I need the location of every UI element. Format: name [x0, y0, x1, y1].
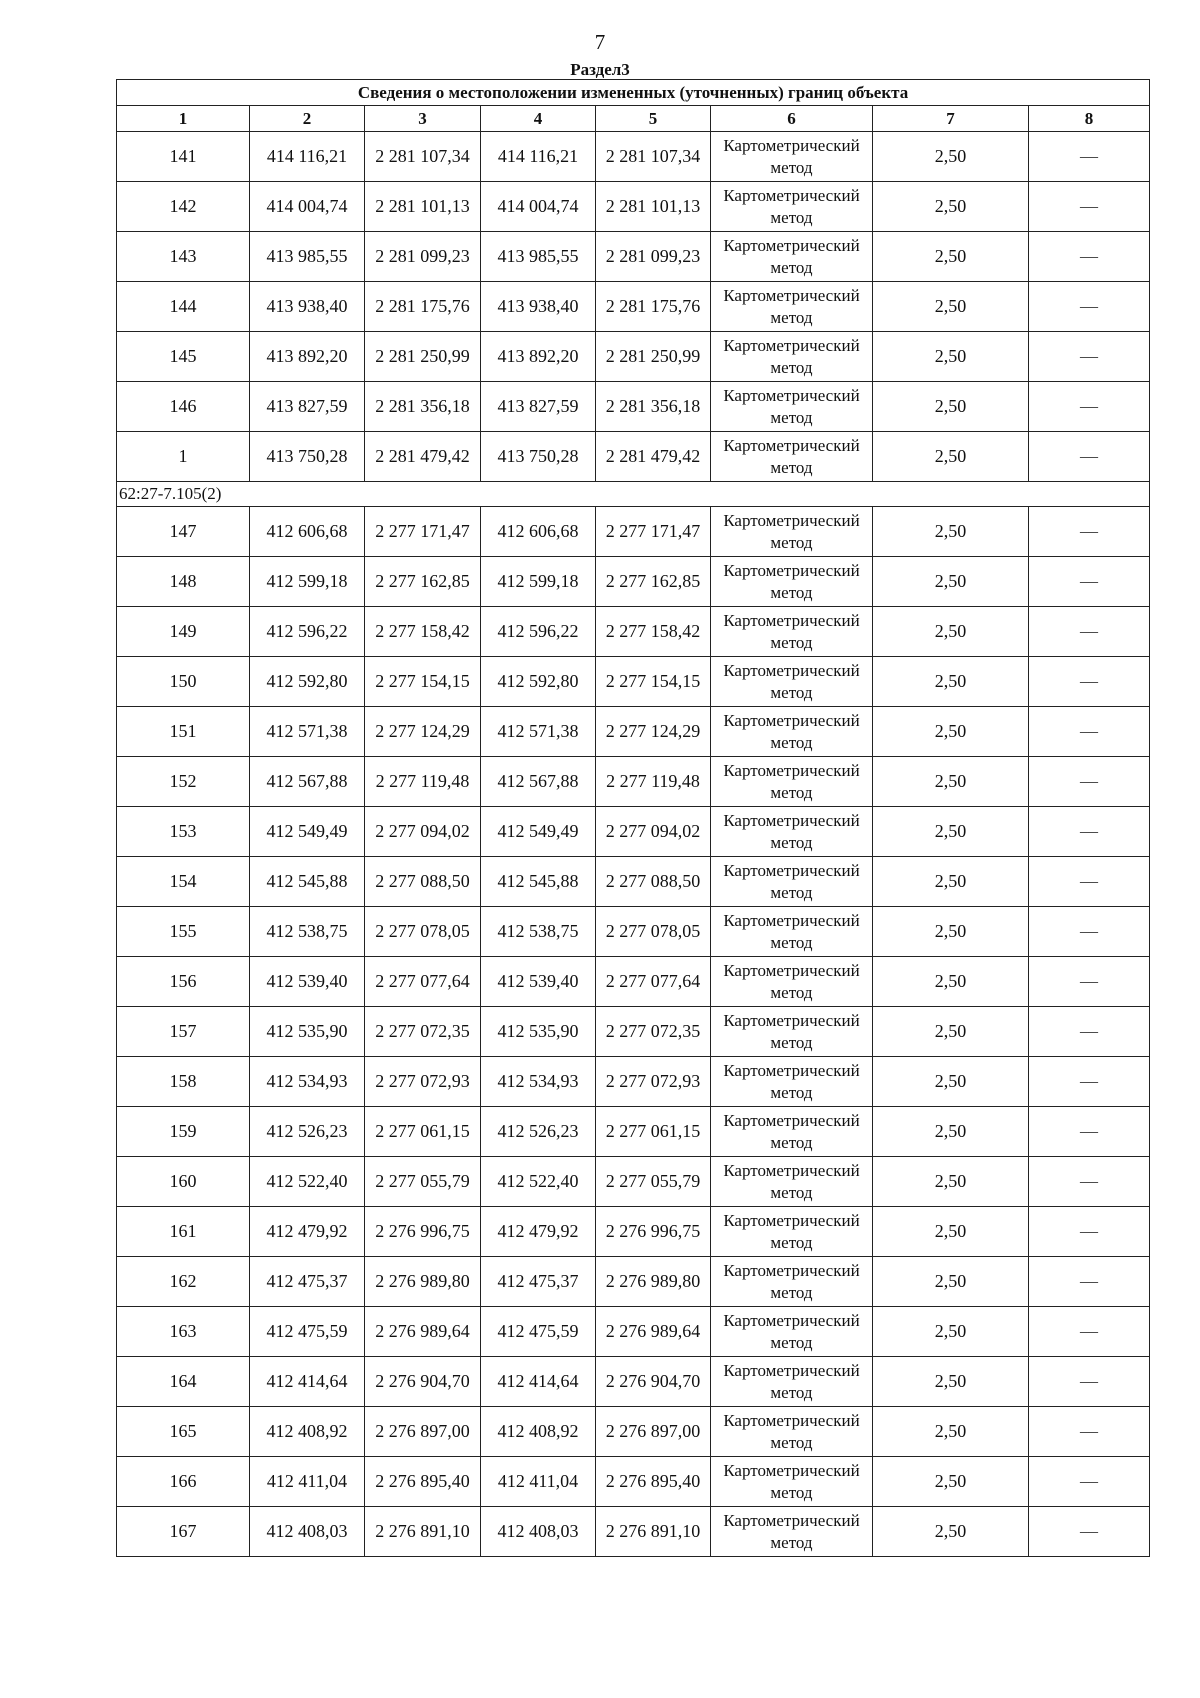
- x-coordinate-cell: 412 475,59: [250, 1307, 365, 1357]
- point-number-cell: 145: [117, 332, 250, 382]
- y-coordinate-cell: 2 277 154,15: [596, 657, 711, 707]
- table-row: [117, 807, 1150, 857]
- y-coordinate-cell: 2 281 099,23: [365, 232, 481, 282]
- point-number-cell: 146: [117, 382, 250, 432]
- y-coordinate-cell: 2 277 162,85: [596, 557, 711, 607]
- point-number-cell: 147: [117, 507, 250, 557]
- description-cell: —: [1029, 1107, 1150, 1157]
- x-coordinate-cell: 412 549,49: [250, 807, 365, 857]
- x-coordinate-cell: 412 522,40: [481, 1157, 596, 1207]
- accuracy-cell: 2,50: [873, 1257, 1029, 1307]
- table-row: [117, 1407, 1150, 1457]
- table-row: [117, 607, 1150, 657]
- point-number-cell: 151: [117, 707, 250, 757]
- y-coordinate-cell: 2 281 356,18: [596, 382, 711, 432]
- x-coordinate-cell: 412 408,03: [250, 1507, 365, 1557]
- method-cell: Картометрический метод: [711, 1307, 873, 1357]
- accuracy-cell: 2,50: [873, 1157, 1029, 1207]
- table-row: [117, 657, 1150, 707]
- accuracy-cell: 2,50: [873, 1407, 1029, 1457]
- method-cell: Картометрический метод: [711, 607, 873, 657]
- y-coordinate-cell: 2 277 072,93: [365, 1057, 481, 1107]
- group-label: 62:27-7.105(2): [117, 482, 1150, 507]
- description-cell: —: [1029, 857, 1150, 907]
- table-row: [117, 1007, 1150, 1057]
- column-number: 6: [711, 106, 873, 132]
- method-cell: Картометрический метод: [711, 1507, 873, 1557]
- x-coordinate-cell: 412 596,22: [250, 607, 365, 657]
- y-coordinate-cell: 2 277 158,42: [365, 607, 481, 657]
- method-cell: Картометрический метод: [711, 432, 873, 482]
- coordinates-table: [116, 79, 1150, 1557]
- column-number: 7: [873, 106, 1029, 132]
- table-row: [117, 507, 1150, 557]
- x-coordinate-cell: 412 545,88: [481, 857, 596, 907]
- description-cell: —: [1029, 557, 1150, 607]
- description-cell: —: [1029, 757, 1150, 807]
- description-cell: —: [1029, 1307, 1150, 1357]
- description-cell: —: [1029, 232, 1150, 282]
- point-number-cell: 160: [117, 1157, 250, 1207]
- point-number-cell: 166: [117, 1457, 250, 1507]
- accuracy-cell: 2,50: [873, 332, 1029, 382]
- x-coordinate-cell: 412 599,18: [250, 557, 365, 607]
- y-coordinate-cell: 2 281 479,42: [365, 432, 481, 482]
- page-number: 7: [594, 30, 606, 54]
- table-row: [117, 1257, 1150, 1307]
- y-coordinate-cell: 2 277 055,79: [596, 1157, 711, 1207]
- y-coordinate-cell: 2 277 078,05: [596, 907, 711, 957]
- description-cell: —: [1029, 1407, 1150, 1457]
- x-coordinate-cell: 413 985,55: [481, 232, 596, 282]
- x-coordinate-cell: 413 827,59: [481, 382, 596, 432]
- x-coordinate-cell: 413 750,28: [250, 432, 365, 482]
- description-cell: —: [1029, 657, 1150, 707]
- group-row: [117, 482, 1150, 507]
- section-title: Раздел3: [570, 60, 630, 79]
- x-coordinate-cell: 413 750,28: [481, 432, 596, 482]
- y-coordinate-cell: 2 277 171,47: [365, 507, 481, 557]
- description-cell: —: [1029, 907, 1150, 957]
- y-coordinate-cell: 2 277 162,85: [365, 557, 481, 607]
- point-number-cell: 144: [117, 282, 250, 332]
- point-number-cell: 162: [117, 1257, 250, 1307]
- accuracy-cell: 2,50: [873, 1357, 1029, 1407]
- method-cell: Картометрический метод: [711, 907, 873, 957]
- point-number-cell: 148: [117, 557, 250, 607]
- table-body: [117, 132, 1150, 1557]
- point-number-cell: 156: [117, 957, 250, 1007]
- method-cell: Картометрический метод: [711, 232, 873, 282]
- x-coordinate-cell: 414 004,74: [250, 182, 365, 232]
- y-coordinate-cell: 2 281 175,76: [596, 282, 711, 332]
- description-cell: —: [1029, 182, 1150, 232]
- description-cell: —: [1029, 1207, 1150, 1257]
- column-number-row: [117, 106, 1150, 132]
- x-coordinate-cell: 412 526,23: [481, 1107, 596, 1157]
- y-coordinate-cell: 2 281 250,99: [365, 332, 481, 382]
- method-cell: Картометрический метод: [711, 707, 873, 757]
- y-coordinate-cell: 2 276 897,00: [365, 1407, 481, 1457]
- table-row: [117, 1157, 1150, 1207]
- x-coordinate-cell: 412 408,03: [481, 1507, 596, 1557]
- x-coordinate-cell: 412 414,64: [250, 1357, 365, 1407]
- y-coordinate-cell: 2 277 171,47: [596, 507, 711, 557]
- point-number-cell: 154: [117, 857, 250, 907]
- accuracy-cell: 2,50: [873, 132, 1029, 182]
- method-cell: Картометрический метод: [711, 132, 873, 182]
- table-caption: Сведения о местоположении измененных (уточненных) границ объекта: [117, 80, 1150, 106]
- method-cell: Картометрический метод: [711, 382, 873, 432]
- x-coordinate-cell: 414 116,21: [481, 132, 596, 182]
- y-coordinate-cell: 2 276 989,80: [365, 1257, 481, 1307]
- accuracy-cell: 2,50: [873, 1107, 1029, 1157]
- accuracy-cell: 2,50: [873, 1307, 1029, 1357]
- x-coordinate-cell: 412 475,37: [250, 1257, 365, 1307]
- x-coordinate-cell: 412 522,40: [250, 1157, 365, 1207]
- point-number-cell: 161: [117, 1207, 250, 1257]
- x-coordinate-cell: 413 827,59: [250, 382, 365, 432]
- y-coordinate-cell: 2 277 124,29: [365, 707, 481, 757]
- x-coordinate-cell: 413 985,55: [250, 232, 365, 282]
- y-coordinate-cell: 2 281 479,42: [596, 432, 711, 482]
- accuracy-cell: 2,50: [873, 1457, 1029, 1507]
- table-row: [117, 1457, 1150, 1507]
- method-cell: Картометрический метод: [711, 1457, 873, 1507]
- y-coordinate-cell: 2 277 154,15: [365, 657, 481, 707]
- accuracy-cell: 2,50: [873, 507, 1029, 557]
- method-cell: Картометрический метод: [711, 182, 873, 232]
- y-coordinate-cell: 2 277 077,64: [365, 957, 481, 1007]
- point-number-cell: 155: [117, 907, 250, 957]
- accuracy-cell: 2,50: [873, 657, 1029, 707]
- x-coordinate-cell: 412 599,18: [481, 557, 596, 607]
- point-number-cell: 167: [117, 1507, 250, 1557]
- y-coordinate-cell: 2 276 996,75: [365, 1207, 481, 1257]
- x-coordinate-cell: 412 538,75: [250, 907, 365, 957]
- point-number-cell: 157: [117, 1007, 250, 1057]
- accuracy-cell: 2,50: [873, 1207, 1029, 1257]
- x-coordinate-cell: 412 408,92: [250, 1407, 365, 1457]
- point-number-cell: 1: [117, 432, 250, 482]
- description-cell: —: [1029, 1257, 1150, 1307]
- y-coordinate-cell: 2 276 989,64: [365, 1307, 481, 1357]
- accuracy-cell: 2,50: [873, 382, 1029, 432]
- method-cell: Картометрический метод: [711, 857, 873, 907]
- x-coordinate-cell: 412 538,75: [481, 907, 596, 957]
- x-coordinate-cell: 412 411,04: [481, 1457, 596, 1507]
- description-cell: —: [1029, 282, 1150, 332]
- x-coordinate-cell: 412 596,22: [481, 607, 596, 657]
- description-cell: —: [1029, 1157, 1150, 1207]
- y-coordinate-cell: 2 276 904,70: [596, 1357, 711, 1407]
- table-row: [117, 957, 1150, 1007]
- description-cell: —: [1029, 1057, 1150, 1107]
- x-coordinate-cell: 412 479,92: [250, 1207, 365, 1257]
- x-coordinate-cell: 412 545,88: [250, 857, 365, 907]
- column-number: 8: [1029, 106, 1150, 132]
- accuracy-cell: 2,50: [873, 432, 1029, 482]
- x-coordinate-cell: 412 535,90: [481, 1007, 596, 1057]
- column-number: 2: [250, 106, 365, 132]
- description-cell: —: [1029, 1357, 1150, 1407]
- y-coordinate-cell: 2 277 072,35: [596, 1007, 711, 1057]
- description-cell: —: [1029, 432, 1150, 482]
- description-cell: —: [1029, 807, 1150, 857]
- accuracy-cell: 2,50: [873, 557, 1029, 607]
- y-coordinate-cell: 2 281 107,34: [596, 132, 711, 182]
- accuracy-cell: 2,50: [873, 1057, 1029, 1107]
- point-number-cell: 143: [117, 232, 250, 282]
- accuracy-cell: 2,50: [873, 857, 1029, 907]
- y-coordinate-cell: 2 281 099,23: [596, 232, 711, 282]
- description-cell: —: [1029, 1507, 1150, 1557]
- accuracy-cell: 2,50: [873, 907, 1029, 957]
- y-coordinate-cell: 2 277 158,42: [596, 607, 711, 657]
- accuracy-cell: 2,50: [873, 807, 1029, 857]
- y-coordinate-cell: 2 281 107,34: [365, 132, 481, 182]
- method-cell: Картометрический метод: [711, 657, 873, 707]
- x-coordinate-cell: 414 004,74: [481, 182, 596, 232]
- table-row: [117, 1307, 1150, 1357]
- y-coordinate-cell: 2 281 356,18: [365, 382, 481, 432]
- table-row: [117, 382, 1150, 432]
- table-row: [117, 557, 1150, 607]
- y-coordinate-cell: 2 276 904,70: [365, 1357, 481, 1407]
- description-cell: —: [1029, 957, 1150, 1007]
- accuracy-cell: 2,50: [873, 1007, 1029, 1057]
- y-coordinate-cell: 2 277 061,15: [365, 1107, 481, 1157]
- y-coordinate-cell: 2 277 094,02: [365, 807, 481, 857]
- table-row: [117, 132, 1150, 182]
- y-coordinate-cell: 2 277 072,35: [365, 1007, 481, 1057]
- y-coordinate-cell: 2 281 101,13: [365, 182, 481, 232]
- y-coordinate-cell: 2 277 061,15: [596, 1107, 711, 1157]
- y-coordinate-cell: 2 277 072,93: [596, 1057, 711, 1107]
- table-row: [117, 1357, 1150, 1407]
- table-row: [117, 1057, 1150, 1107]
- accuracy-cell: 2,50: [873, 757, 1029, 807]
- x-coordinate-cell: 412 592,80: [250, 657, 365, 707]
- table-row: [117, 707, 1150, 757]
- x-coordinate-cell: 412 475,37: [481, 1257, 596, 1307]
- column-number: 3: [365, 106, 481, 132]
- description-cell: —: [1029, 1457, 1150, 1507]
- description-cell: —: [1029, 382, 1150, 432]
- method-cell: Картометрический метод: [711, 1057, 873, 1107]
- accuracy-cell: 2,50: [873, 1507, 1029, 1557]
- point-number-cell: 159: [117, 1107, 250, 1157]
- x-coordinate-cell: 413 938,40: [481, 282, 596, 332]
- accuracy-cell: 2,50: [873, 232, 1029, 282]
- accuracy-cell: 2,50: [873, 282, 1029, 332]
- x-coordinate-cell: 412 526,23: [250, 1107, 365, 1157]
- table-row: [117, 907, 1150, 957]
- point-number-cell: 149: [117, 607, 250, 657]
- y-coordinate-cell: 2 281 101,13: [596, 182, 711, 232]
- y-coordinate-cell: 2 277 077,64: [596, 957, 711, 1007]
- point-number-cell: 165: [117, 1407, 250, 1457]
- x-coordinate-cell: 412 606,68: [481, 507, 596, 557]
- y-coordinate-cell: 2 277 119,48: [596, 757, 711, 807]
- accuracy-cell: 2,50: [873, 182, 1029, 232]
- description-cell: —: [1029, 507, 1150, 557]
- x-coordinate-cell: 412 534,93: [481, 1057, 596, 1107]
- y-coordinate-cell: 2 277 094,02: [596, 807, 711, 857]
- x-coordinate-cell: 412 592,80: [481, 657, 596, 707]
- y-coordinate-cell: 2 276 996,75: [596, 1207, 711, 1257]
- method-cell: Картометрический метод: [711, 1407, 873, 1457]
- table-row: [117, 1507, 1150, 1557]
- y-coordinate-cell: 2 276 891,10: [596, 1507, 711, 1557]
- point-number-cell: 152: [117, 757, 250, 807]
- x-coordinate-cell: 412 479,92: [481, 1207, 596, 1257]
- y-coordinate-cell: 2 276 897,00: [596, 1407, 711, 1457]
- accuracy-cell: 2,50: [873, 607, 1029, 657]
- x-coordinate-cell: 412 567,88: [250, 757, 365, 807]
- x-coordinate-cell: 413 892,20: [481, 332, 596, 382]
- y-coordinate-cell: 2 276 891,10: [365, 1507, 481, 1557]
- y-coordinate-cell: 2 276 989,80: [596, 1257, 711, 1307]
- x-coordinate-cell: 412 606,68: [250, 507, 365, 557]
- x-coordinate-cell: 412 567,88: [481, 757, 596, 807]
- method-cell: Картометрический метод: [711, 757, 873, 807]
- table-row: [117, 232, 1150, 282]
- accuracy-cell: 2,50: [873, 957, 1029, 1007]
- y-coordinate-cell: 2 277 055,79: [365, 1157, 481, 1207]
- method-cell: Картометрический метод: [711, 1157, 873, 1207]
- x-coordinate-cell: 412 539,40: [250, 957, 365, 1007]
- description-cell: —: [1029, 707, 1150, 757]
- x-coordinate-cell: 412 535,90: [250, 1007, 365, 1057]
- description-cell: —: [1029, 332, 1150, 382]
- table-row: [117, 332, 1150, 382]
- method-cell: Картометрический метод: [711, 332, 873, 382]
- point-number-cell: 142: [117, 182, 250, 232]
- point-number-cell: 158: [117, 1057, 250, 1107]
- table-row: [117, 432, 1150, 482]
- method-cell: Картометрический метод: [711, 1207, 873, 1257]
- column-number: 5: [596, 106, 711, 132]
- method-cell: Картометрический метод: [711, 807, 873, 857]
- x-coordinate-cell: 412 475,59: [481, 1307, 596, 1357]
- x-coordinate-cell: 412 414,64: [481, 1357, 596, 1407]
- point-number-cell: 141: [117, 132, 250, 182]
- y-coordinate-cell: 2 277 088,50: [365, 857, 481, 907]
- y-coordinate-cell: 2 277 119,48: [365, 757, 481, 807]
- y-coordinate-cell: 2 277 088,50: [596, 857, 711, 907]
- column-number: 1: [117, 106, 250, 132]
- point-number-cell: 163: [117, 1307, 250, 1357]
- table-row: [117, 757, 1150, 807]
- description-cell: —: [1029, 1007, 1150, 1057]
- x-coordinate-cell: 413 892,20: [250, 332, 365, 382]
- method-cell: Картометрический метод: [711, 1257, 873, 1307]
- x-coordinate-cell: 412 571,38: [481, 707, 596, 757]
- table-row: [117, 1107, 1150, 1157]
- method-cell: Картометрический метод: [711, 1357, 873, 1407]
- x-coordinate-cell: 412 534,93: [250, 1057, 365, 1107]
- table-row: [117, 182, 1150, 232]
- y-coordinate-cell: 2 276 895,40: [365, 1457, 481, 1507]
- method-cell: Картометрический метод: [711, 1107, 873, 1157]
- description-cell: —: [1029, 607, 1150, 657]
- point-number-cell: 150: [117, 657, 250, 707]
- y-coordinate-cell: 2 277 124,29: [596, 707, 711, 757]
- table-row: [117, 282, 1150, 332]
- y-coordinate-cell: 2 281 250,99: [596, 332, 711, 382]
- y-coordinate-cell: 2 281 175,76: [365, 282, 481, 332]
- method-cell: Картометрический метод: [711, 507, 873, 557]
- x-coordinate-cell: 412 411,04: [250, 1457, 365, 1507]
- y-coordinate-cell: 2 276 895,40: [596, 1457, 711, 1507]
- method-cell: Картометрический метод: [711, 557, 873, 607]
- x-coordinate-cell: 412 408,92: [481, 1407, 596, 1457]
- method-cell: Картометрический метод: [711, 282, 873, 332]
- table-row: [117, 1207, 1150, 1257]
- y-coordinate-cell: 2 276 989,64: [596, 1307, 711, 1357]
- x-coordinate-cell: 412 549,49: [481, 807, 596, 857]
- accuracy-cell: 2,50: [873, 707, 1029, 757]
- table-row: [117, 857, 1150, 907]
- x-coordinate-cell: 412 571,38: [250, 707, 365, 757]
- x-coordinate-cell: 413 938,40: [250, 282, 365, 332]
- column-number: 4: [481, 106, 596, 132]
- x-coordinate-cell: 414 116,21: [250, 132, 365, 182]
- description-cell: —: [1029, 132, 1150, 182]
- method-cell: Картометрический метод: [711, 957, 873, 1007]
- y-coordinate-cell: 2 277 078,05: [365, 907, 481, 957]
- x-coordinate-cell: 412 539,40: [481, 957, 596, 1007]
- method-cell: Картометрический метод: [711, 1007, 873, 1057]
- point-number-cell: 153: [117, 807, 250, 857]
- point-number-cell: 164: [117, 1357, 250, 1407]
